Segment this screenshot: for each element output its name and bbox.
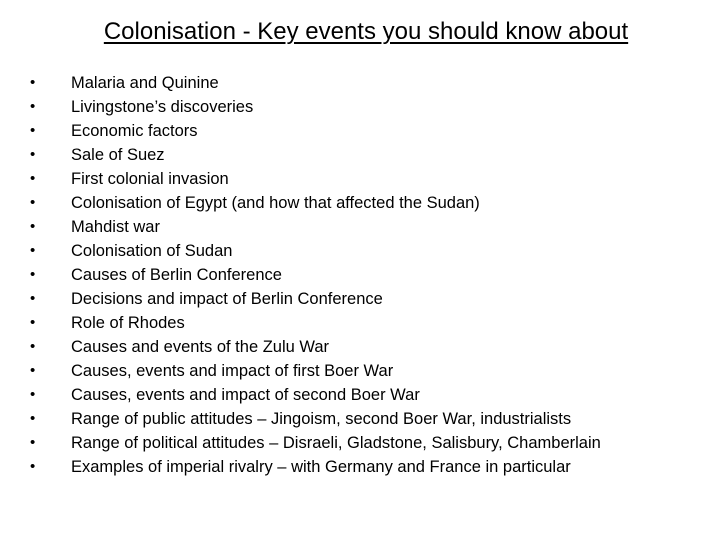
bullet-icon: • [30, 410, 36, 427]
list-item-text: Range of political attitudes – Disraeli, Gladstone, Salisbury, Chamberlain [71, 434, 601, 452]
list-item [28, 95, 601, 119]
bullet-icon: • [30, 338, 36, 355]
list-item [28, 287, 601, 311]
bullet-icon: • [30, 458, 36, 475]
list-item-text: Examples of imperial rivalry – with Germany and France in particular [71, 458, 571, 476]
bullet-icon: • [30, 218, 36, 235]
list-item-text: First colonial invasion [71, 170, 229, 188]
list-item [28, 143, 601, 167]
bullet-icon: • [30, 362, 36, 379]
list-item-text: Colonisation of Egypt (and how that affected the Sudan) [71, 194, 480, 212]
slide-title: Colonisation - Key events you should know about [103, 18, 629, 45]
bullet-list [28, 71, 601, 479]
list-item [28, 383, 601, 407]
list-item-text: Sale of Suez [71, 146, 165, 164]
bullet-icon: • [30, 386, 36, 403]
list-item-text: Decisions and impact of Berlin Conference [71, 290, 383, 308]
list-item [28, 119, 601, 143]
list-item [28, 239, 601, 263]
list-item [28, 455, 601, 479]
list-item [28, 359, 601, 383]
bullet-icon: • [30, 146, 36, 163]
list-item [28, 311, 601, 335]
bullet-icon: • [30, 266, 36, 283]
list-item-text: Economic factors [71, 122, 198, 140]
list-item [28, 407, 601, 431]
list-item-text: Role of Rhodes [71, 314, 185, 332]
bullet-icon: • [30, 242, 36, 259]
list-item-text: Livingstone’s discoveries [71, 98, 254, 116]
bullet-icon: • [30, 98, 36, 115]
list-item-text: Causes, events and impact of first Boer War [71, 362, 394, 380]
bullet-icon: • [30, 74, 36, 91]
bullet-icon: • [30, 194, 36, 211]
list-item-text: Mahdist war [71, 218, 160, 236]
list-item [28, 191, 601, 215]
list-item [28, 335, 601, 359]
list-item-text: Causes of Berlin Conference [71, 266, 282, 284]
bullet-icon: • [30, 314, 36, 331]
list-item-text: Malaria and Quinine [71, 74, 219, 92]
list-item [28, 431, 601, 455]
list-item-text: Causes and events of the Zulu War [71, 338, 330, 356]
list-item [28, 167, 601, 191]
bullet-icon: • [30, 170, 36, 187]
list-item-text: Range of public attitudes – Jingoism, second Boer War, industrialists [71, 410, 572, 428]
list-item-text: Colonisation of Sudan [71, 242, 233, 260]
list-item-text: Causes, events and impact of second Boer War [71, 386, 420, 404]
bullet-icon: • [30, 122, 36, 139]
list-item [28, 71, 601, 95]
bullet-icon: • [30, 434, 36, 451]
list-item [28, 215, 601, 239]
bullet-icon: • [30, 290, 36, 307]
list-item [28, 263, 601, 287]
